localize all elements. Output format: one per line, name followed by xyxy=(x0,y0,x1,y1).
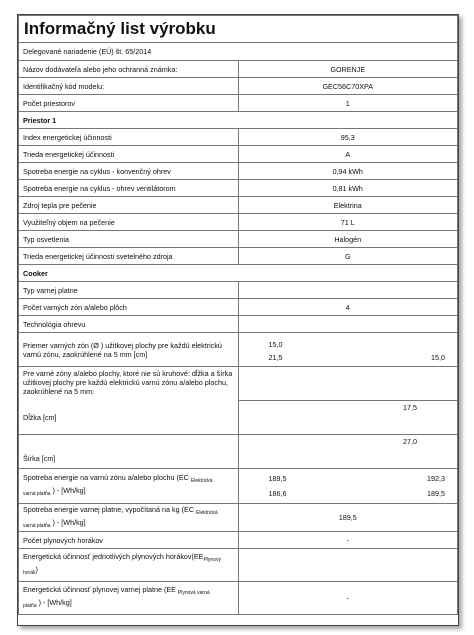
ec-zone-value-2: 192,3 xyxy=(427,474,445,483)
width-value xyxy=(238,435,458,469)
ee-hob-sub1: Plynová varná xyxy=(177,590,210,596)
fan-label: Spotreba energie na cyklus - ohrev ventilátorom xyxy=(19,180,239,197)
heat-label: Zdroj tepla pre pečenie xyxy=(19,197,239,214)
ec-hob-sub2: varná platňa xyxy=(23,522,51,529)
ec-zone-sub1: Elektrická xyxy=(190,478,213,484)
ec-hob-value: 189,5 xyxy=(238,504,458,532)
hob-type-label: Typ varnej platne xyxy=(19,282,239,299)
ec-zone-unit: ) - [Wh/kg] xyxy=(52,486,86,495)
light-label: Typ osvetlenia xyxy=(19,231,239,248)
cavity1-header: Priestor 1 xyxy=(19,112,458,129)
diameter-value-1: 15,0 xyxy=(268,339,283,349)
ec-hob-sub1: Elektrická xyxy=(196,509,218,516)
fan-value: 0,81 kWh xyxy=(238,180,458,197)
model-value: GEC56C70XPA xyxy=(238,78,458,95)
noncircular-value xyxy=(238,367,458,401)
ec-zone-value-4: 189,5 xyxy=(427,489,445,498)
ee-hob-value: - xyxy=(238,582,458,615)
tech-label: Technológia ohrevu xyxy=(19,316,239,333)
width-label-text: Šírka [cm] xyxy=(23,454,56,463)
conv-label: Spotreba energie na cyklus - konvenčný ohrev xyxy=(19,163,239,180)
supplier-value: GORENJE xyxy=(238,61,458,78)
width-label xyxy=(19,435,239,469)
zones-value: 4 xyxy=(238,299,458,316)
ee-hob-sub2: platňa xyxy=(23,603,37,609)
cavities-value: 1 xyxy=(238,95,458,112)
heat-value: Elektrina xyxy=(238,197,458,214)
ee-burner-sub1: Plynový xyxy=(203,557,221,563)
class-value: A xyxy=(238,146,458,163)
diameter-label: Priemer varných zón (Ø ) užitkovej plochy pre každú elektrickú varnú zónu, zaokrúhlené na 5 mm [cm] xyxy=(19,333,239,367)
cavities-label: Počet priestorov xyxy=(19,95,239,112)
width-value-text: 27,0 xyxy=(403,437,417,446)
length-value xyxy=(238,401,458,435)
diameter-values xyxy=(238,333,458,367)
class-label: Trieda energetickej účinnosti xyxy=(19,146,239,163)
eei-value: 95,3 xyxy=(238,129,458,146)
ee-hob-label-text: Energetická účinnosť plynovej varnej platne (EE xyxy=(23,585,176,594)
length-value-text: 17,5 xyxy=(403,403,417,412)
ec-hob-label xyxy=(19,504,239,532)
length-label-text: Dĺžka [cm] xyxy=(23,412,57,422)
ee-burner-unit: ) xyxy=(35,565,38,574)
ee-burner-label xyxy=(19,549,239,582)
ee-burner-value xyxy=(238,549,458,582)
supplier-label: Názov dodávateľa alebo jeho ochranná známka: xyxy=(19,61,239,78)
sheet-title: Informačný list výrobku xyxy=(19,16,458,43)
zones-label: Počet varných zón a/alebo plôch xyxy=(19,299,239,316)
eei-label: Index energetickej účinnosti xyxy=(19,129,239,146)
product-info-table xyxy=(18,15,458,615)
product-info-sheet xyxy=(17,14,459,626)
ec-zone-label-text: Spotreba energie na varnú zónu a/alebo plochu (EC xyxy=(23,473,189,482)
light-class-value: G xyxy=(238,248,458,265)
light-class-label: Trieda energetickej účinnosti svetelného zdroja xyxy=(19,248,239,265)
ee-hob-label xyxy=(19,582,239,615)
ec-zone-values xyxy=(238,469,458,504)
length-label xyxy=(19,401,239,435)
diameter-value-3: 15,0 xyxy=(431,352,445,362)
gas-count-value: - xyxy=(238,532,458,549)
ec-zone-value-1: 189,5 xyxy=(268,474,287,483)
ec-hob-unit: ) - [Wh/kg] xyxy=(52,517,86,527)
volume-label: Využiteľný objem na pečenie xyxy=(19,214,239,231)
regulation-reference: Delegované nariadenie (EÚ) št. 65/2014 xyxy=(19,43,458,61)
cooker-header: Cooker xyxy=(19,265,458,282)
ec-zone-label xyxy=(19,469,239,504)
diameter-value-2: 21,5 xyxy=(268,352,283,362)
gas-count-label: Počet plynových horákov xyxy=(19,532,239,549)
model-label: Identifikačný kód modelu: xyxy=(19,78,239,95)
ec-hob-label-text: Spotreba energie varnej platne, vypočítaná na kg (EC xyxy=(23,504,195,514)
noncircular-label: Pre varné zóny a/alebo plochy, ktoré nie sú kruhové: dĺžka a šírka užitkovej plochy pre každú elektrickú varnú zónu a/alebo plochu, zaokrúhlené na 5 mm: xyxy=(19,367,239,401)
conv-value: 0,94 kWh xyxy=(238,163,458,180)
light-value: Halogén xyxy=(238,231,458,248)
tech-value xyxy=(238,316,458,333)
ee-burner-sub2: horák xyxy=(23,570,36,576)
ec-zone-sub2: varná platňa xyxy=(23,491,51,497)
ee-burner-label-text: Energetická účinnosť jednotlivých plynových horákov(EE xyxy=(23,552,204,561)
ec-zone-value-3: 186,6 xyxy=(268,489,287,498)
ee-hob-unit: ) - [Wh/kg] xyxy=(38,598,72,607)
hob-type-value xyxy=(238,282,458,299)
volume-value: 71 L xyxy=(238,214,458,231)
